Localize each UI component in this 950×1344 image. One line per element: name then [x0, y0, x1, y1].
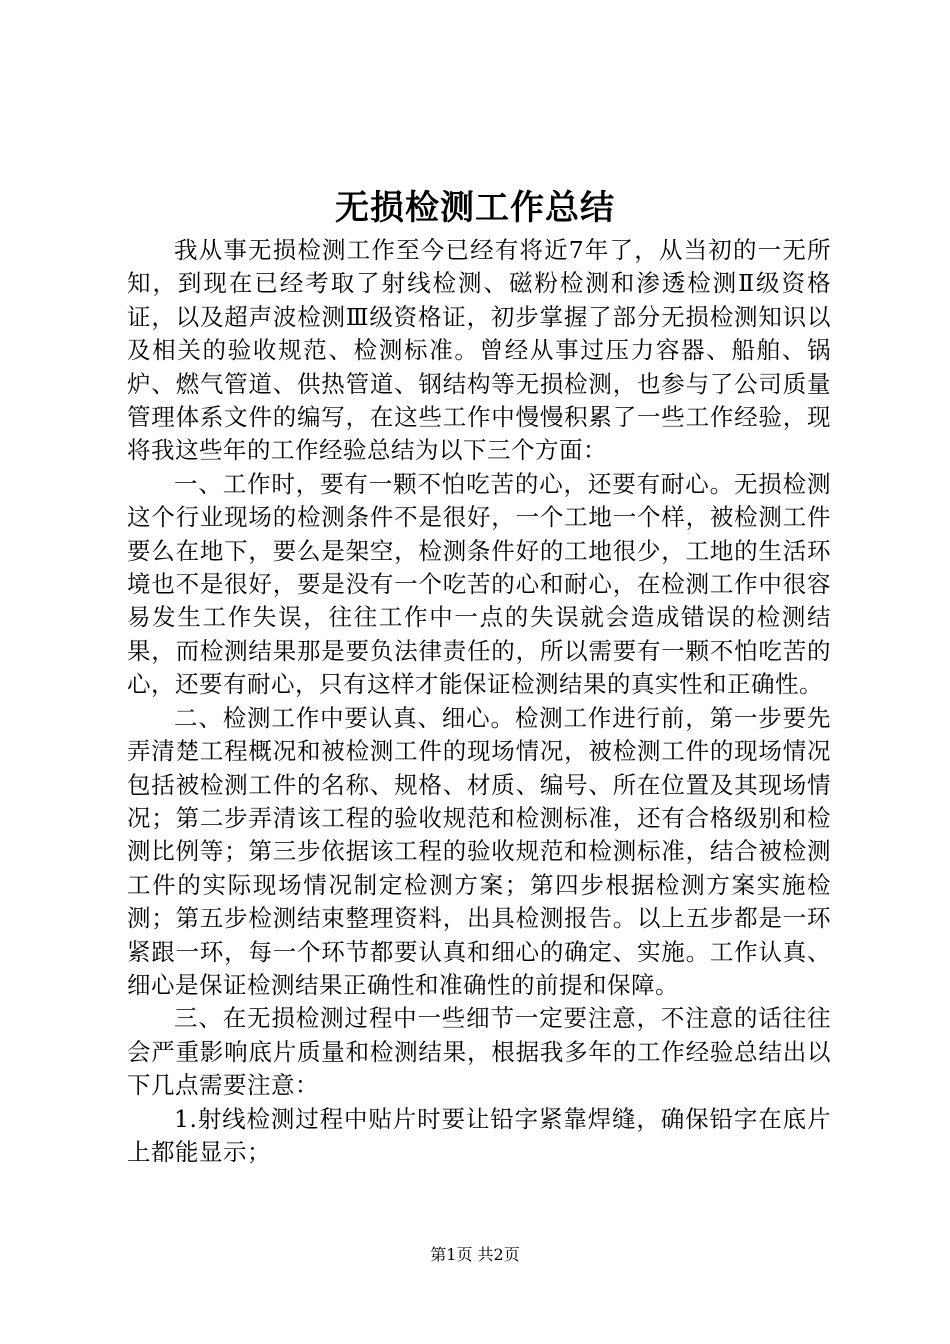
paragraph-intro: 我从事无损检测工作至今已经有将近7年了，从当初的一无所知，到现在已经考取了射线检测、磁粉检测和渗透检测Ⅱ级资格证，以及超声波检测Ⅲ级资格证，初步掌握了部分无损检测知识以及相关的验收规范、检测标准。曾经从事过压力容器、船舶、锅炉、燃气管道、供热管道、钢结构等无损检测，也参与了公司质量管理体系文件的编写，在这些工作中慢慢积累了一些工作经验，现将我这些年的工作经验总结为以下三个方面：: [127, 236, 831, 465]
document-body: [127, 234, 831, 1169]
paragraph-point-three: 三、在无损检测过程中一些细节一定要注意，不注意的话往往会严重影响底片质量和检测结果，根据我多年的工作经验总结出以下几点需要注意：: [127, 1004, 831, 1100]
paragraph-point-one: 一、工作时，要有一颗不怕吃苦的心，还要有耐心。无损检测这个行业现场的检测条件不是很好，一个工地一个样，被检测工件要么在地下，要么是架空，检测条件好的工地很少，工地的生活环境也不是很好，要是没有一个吃苦的心和耐心，在检测工作中很容易发生工作失误，往往工作中一点的失误就会造成错误的检测结果，而检测结果那是要负法律责任的，所以需要有一颗不怕吃苦的心，还要有耐心，只有这样才能保证检测结果的真实性和正确性。: [127, 469, 831, 699]
paragraph-point-two: 二、检测工作中要认真、细心。检测工作进行前，第一步要先弄清楚工程概况和被检测工件的现场情况，被检测工件的现场情况包括被检测工件的名称、规格、材质、编号、所在位置及其现场情况；第二步弄清该工程的验收规范和检测标准，还有合格级别和检测比例等；第三步依据该工程的验收规范和检测标准，结合被检测工件的实际现场情况制定检测方案；第四步根据检测方案实施检测；第五步检测结束整理资料，出具检测报告。以上五步都是一环紧跟一环，每一个环节都要认真和细心的确定、实施。工作认真、细心是保证检测结果正确性和准确性的前提和保障。: [127, 703, 831, 999]
page-footer: 第1页 共2页: [430, 1245, 520, 1264]
document-title: 无损检测工作总结: [335, 188, 615, 228]
paragraph-item-one: 1.射线检测过程中贴片时要让铅字紧靠焊缝，确保铅字在底片上都能显示；: [127, 1104, 831, 1166]
